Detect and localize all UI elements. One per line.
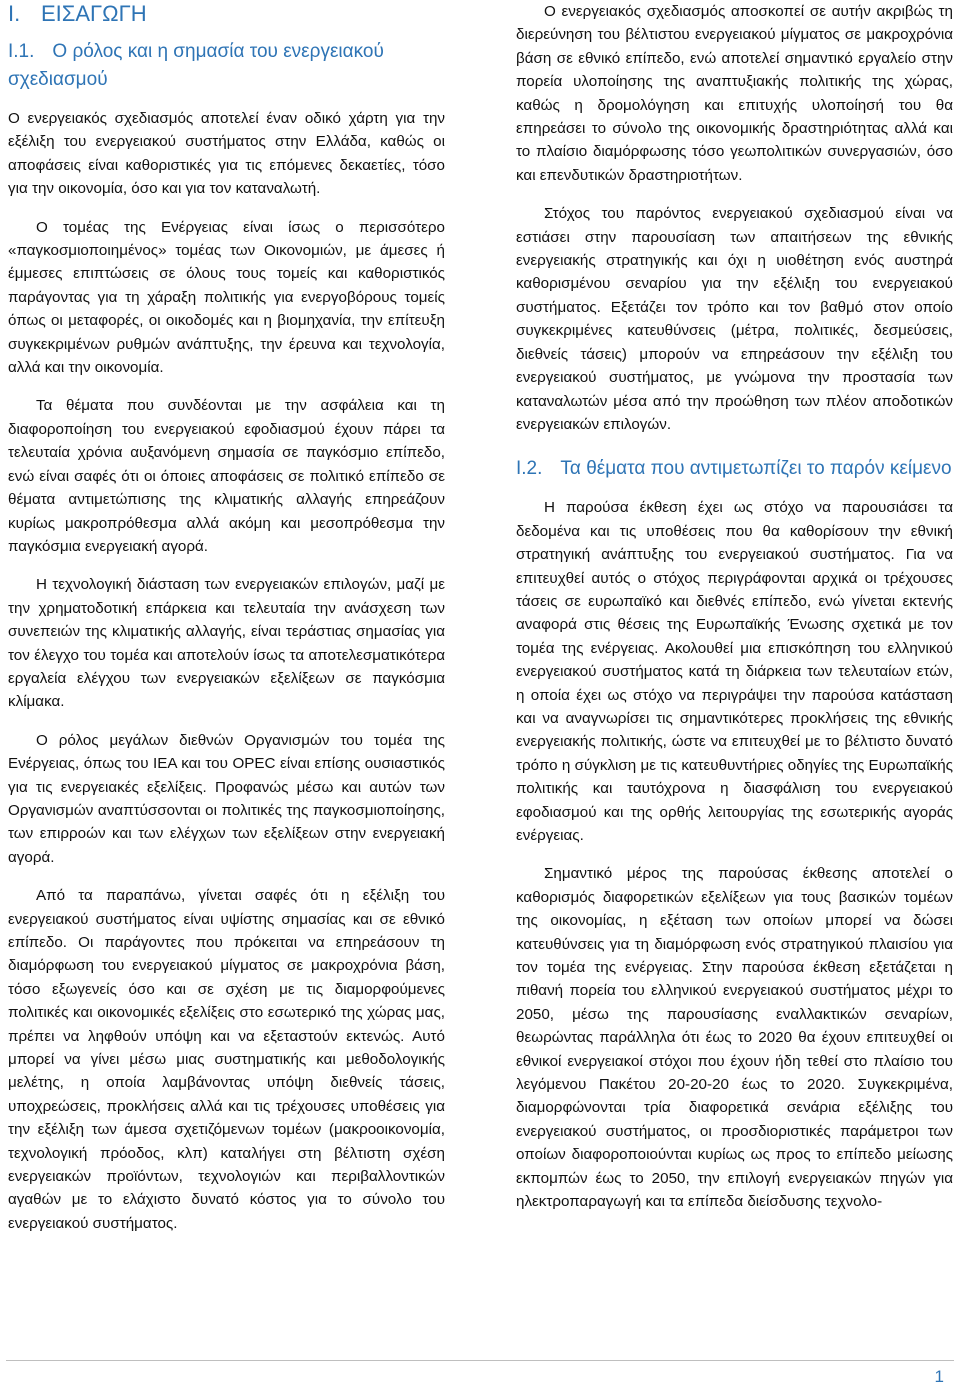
- section-heading: [8, 0, 445, 27]
- paragraph: Σημαντικό μέρος της παρούσας έκθεσης αποτελεί ο καθορισμός διαφορετικών εξελίξεων για τους βασικών τομέων της οικονομίας, η εξέταση των οποίων μπορεί να δώσει κατευθύνσεις για τη διαμόρφωση ενός στρατηγικού πλαισίου για τον τομέα της ενέργειας. Στην παρούσα έκθεση εξετάζεται η πιθανή πορεία του ελληνικού ενεργειακού συστήματος μέχρι το 2050, μέσω της παρουσίασης εναλλακτικών σεναρίων, θεωρώντας παράλληλα ότι έως το 2020 θα έχουν επιτευχθεί οι εθνικοί ενεργειακοί στόχοι που έχουν ήδη τεθεί στο πλαίσιο του λεγόμενου Πακέτου 20-20-20 έως το 2020. Συγκεκριμένα, διαμορφώνονται τρία διαφορετικά σενάρια εξέλιξης του ενεργειακού συστήματος, οι προσδιοριστικές παράμετροι των οποίων διαφοροποιούνται κυρίως ως προς το επίπεδο μείωσης εκπομπών έως το 2050, την επιλογή ενεργειακών πηγών για ηλεκτροπαραγωγή και τα επίπεδα διείσδυσης τεχνολο-: [516, 865, 953, 1211]
- subsection-heading-2: [516, 455, 953, 483]
- subsection-heading-1: [8, 38, 445, 94]
- subsection-number-2: I.2.: [516, 458, 543, 480]
- paragraph: Η τεχνολογική διάσταση των ενεργειακών επιλογών, μαζί με την χρηματοδοτική επάρκεια και τελευταία την ανάσχεση των συνεπειών της κλιματικής αλλαγής, είναι τεράστιας σημασίας για τον έλεγχο του τομέα και αποτελούν ίσως τα αποτελεσματικότερα εργαλεία ελέγχου των ενεργειακών εξελίξεων σε παγκόσμια κλίμακα.: [8, 576, 445, 711]
- subsection-title-1: Ο ρόλος και η σημασία του ενεργειακού σχεδιασμού: [8, 41, 384, 90]
- paragraph: Ο ενεργειακός σχεδιασμός αποτελεί έναν οδικό χάρτη για την εξέλιξη του ενεργειακού συστήματος στην Ελλάδα, καθώς οι αποφάσεις είναι καθοριστικές για τις επόμενες δεκαετίες, τόσο για την οικονομία, όσο και για τον καταναλωτή.: [8, 110, 445, 198]
- subsection-title-2: Τα θέματα που αντιμετωπίζει το παρόν κείμενο: [560, 458, 952, 480]
- subsection-number-1: I.1.: [8, 41, 35, 62]
- paragraph: Τα θέματα που συνδέονται με την ασφάλεια και τη διαφοροποίηση του ενεργειακού εφοδιασμού έχουν πάρει τα τελευταία χρόνια αυξανόμενη σημασία σε παγκόσμιο επίπεδο, ενώ είναι σαφές ότι οι όποιες αποφάσεις σε πολιτικό επίπεδο σε θέματα αντιμετώπισης της κλιματικής αλλαγής επηρεάζουν κυρίως μακροπρόθεσμα αλλά ακόμη και μεσοπρόθεσμα την παγκόσμια ενεργειακή αγορά.: [8, 397, 445, 555]
- paragraph: Από τα παραπάνω, γίνεται σαφές ότι η εξέλιξη του ενεργειακού συστήματος είναι υψίστης σημασίας και σε εθνικό επίπεδο. Οι παράγοντες που πρόκειται να επηρεάσουν τη διαμόρφωση του ενεργειακού μίγματος σε μακροχρόνια βάση, τόσο εξωγενείς όσο και σε σχέση με τις διαμορφούμενες πολιτικές και οικονομικές εξελίξεις στο εσωτερικό της χώρας μας, πρέπει να ληφθούν υπόψη και να εξεταστούν εκτενώς. Αυτό μπορεί να γίνει μέσω μιας συστηματικής και μεθοδολογικής μελέτης, η οποία λαμβάνοντας υπόψη διεθνείς τάσεις, υποχρεώσεις, προκλήσεις αλλά και τις τρέχουσες υποθέσεις για την εξέλιξη των άμεσα σχετιζόμενων τομέων (μακροοικονομία, τεχνολογική πρόοδος, κλπ) καταλήγει στη βέλτιστη σχέση ενεργειακών προϊόντων, τεχνολογιών και περιβαλλοντικών αγαθών με το ελάχιστο δυνατό κόστος για το σύνολο του ενεργειακού συστήματος.: [8, 887, 445, 1232]
- section-number: I.: [8, 1, 21, 26]
- left-column: [8, 0, 445, 1250]
- paragraph: Η παρούσα έκθεση έχει ως στόχο να παρουσιάσει τα δεδομένα και τις υποθέσεις που θα καθορίσουν την εθνική στρατηγική ανάπτυξης του ενεργειακού συστήματος. Για να επιτευχθεί αυτός ο στόχος περιγράφονται αρχικά οι τρέχουσες τάσεις σε ευρωπαϊκό και διεθνές επίπεδο, ενώ γίνεται εκτενής αναφορά στις θέσεις της Ευρωπαϊκής Ένωσης σχετικά με τον τομέα της ενέργειας. Ακολουθεί μια επισκόπηση του ελληνικού ενεργειακού συστήματος κατά τη διάρκεια των τελευταίων ετών, η οποία έχει ως στόχο να περιγράψει την παρούσα κατάσταση και να αναγνωρίσει τις σημαντικότερες προκλήσεις της εθνικής ενεργειακής πολιτικής, ώστε να επιτευχθεί με το βέλτιστο δυνατό τρόπο η σύγκλιση με τις κατευθυντήριες οδηγίες της Ευρωπαϊκής πολιτικής και ταυτόχρονα η διασφάλιση του ενεργειακού εφοδιασμού και της ορθής λειτουργίας της εσωτερικής αγοράς ενέργειας.: [516, 499, 953, 844]
- section-title: ΕΙΣΑΓΩΓΗ: [41, 1, 147, 26]
- page-number: 1: [934, 1367, 944, 1386]
- paragraph: Ο ενεργειακός σχεδιασμός αποσκοπεί σε αυτήν ακριβώς τη διερεύνηση του βέλτιστου ενεργειακού μίγματος σε μακροχρόνια βάση σε εθνικό επίπεδο, ενώ αποτελεί σημαντικό εργαλείο στην πορεία υλοποίησης της αναπτυξιακής πολιτικής της χώρας, καθώς η δρομολόγηση και επιτυχής υλοποίησή του θα επηρεάσει το σύνολο της οικονομικής δραστηριότητας αλλά και το πλαίσιο διαμόρφωσης τόσο γεωπολιτικών συνεργασιών, όσο και επενδυτικών δραστηριοτήτων.: [516, 3, 953, 184]
- paragraph: Στόχος του παρόντος ενεργειακού σχεδιασμού είναι να εστιάσει στην παρουσίαση των απαιτήσεων της εθνικής ενεργειακής στρατηγικής και όχι η υιοθέτηση ενός αυστηρά καθορισμένου σεναρίου για την εξέλιξη του ενεργειακού συστήματος. Εξετάζει τον τρόπο και τον βαθμό στον οποίο συγκεκριμένες κατευθύνσεις (μέτρα, πολιτικές, δεσμεύσεις, διεθνείς τάσεις) μπορούν να επηρεάσουν την εξέλιξη του ενεργειακού συστήματος, με γνώμονα την προστασία των καταναλωτών μέσα από την προώθηση των πλέον αποδοτικών ενεργειακών επιλογών.: [516, 205, 953, 433]
- paragraph: Ο τομέας της Ενέργειας είναι ίσως ο περισσότερο «παγκοσμιοποιημένος» τομέας των Οικονομιών, με άμεσες ή έμμεσες επιπτώσεις σε όλους τους τομείς και καθοριστικός παράγοντας για τη χάραξη πολιτικής για ενεργοβόρους τομείς όπως οι μεταφορές, οι οικοδομές και η βιομηχανία, την επίτευξη συγκεκριμένων ρυθμών ανάπτυξης, την έρευνα και τεχνολογία, αλλά και την οικονομία.: [8, 218, 445, 377]
- paragraph: Ο ρόλος μεγάλων διεθνών Οργανισμών του τομέα της Ενέργειας, όπως του ΙΕΑ και του OPEC είναι επίσης ουσιαστικός για τις ενεργειακές εξελίξεις. Προφανώς μέσω και αυτών των Οργανισμών αναπτύσσονται οι πολιτικές της παγκοσμιοποίησης, των επιρροών και των ελέγχων των εξελίξεων στην ενεργειακή αγορά.: [8, 731, 445, 866]
- footer-divider: [6, 1360, 954, 1361]
- right-column: [516, 0, 953, 1229]
